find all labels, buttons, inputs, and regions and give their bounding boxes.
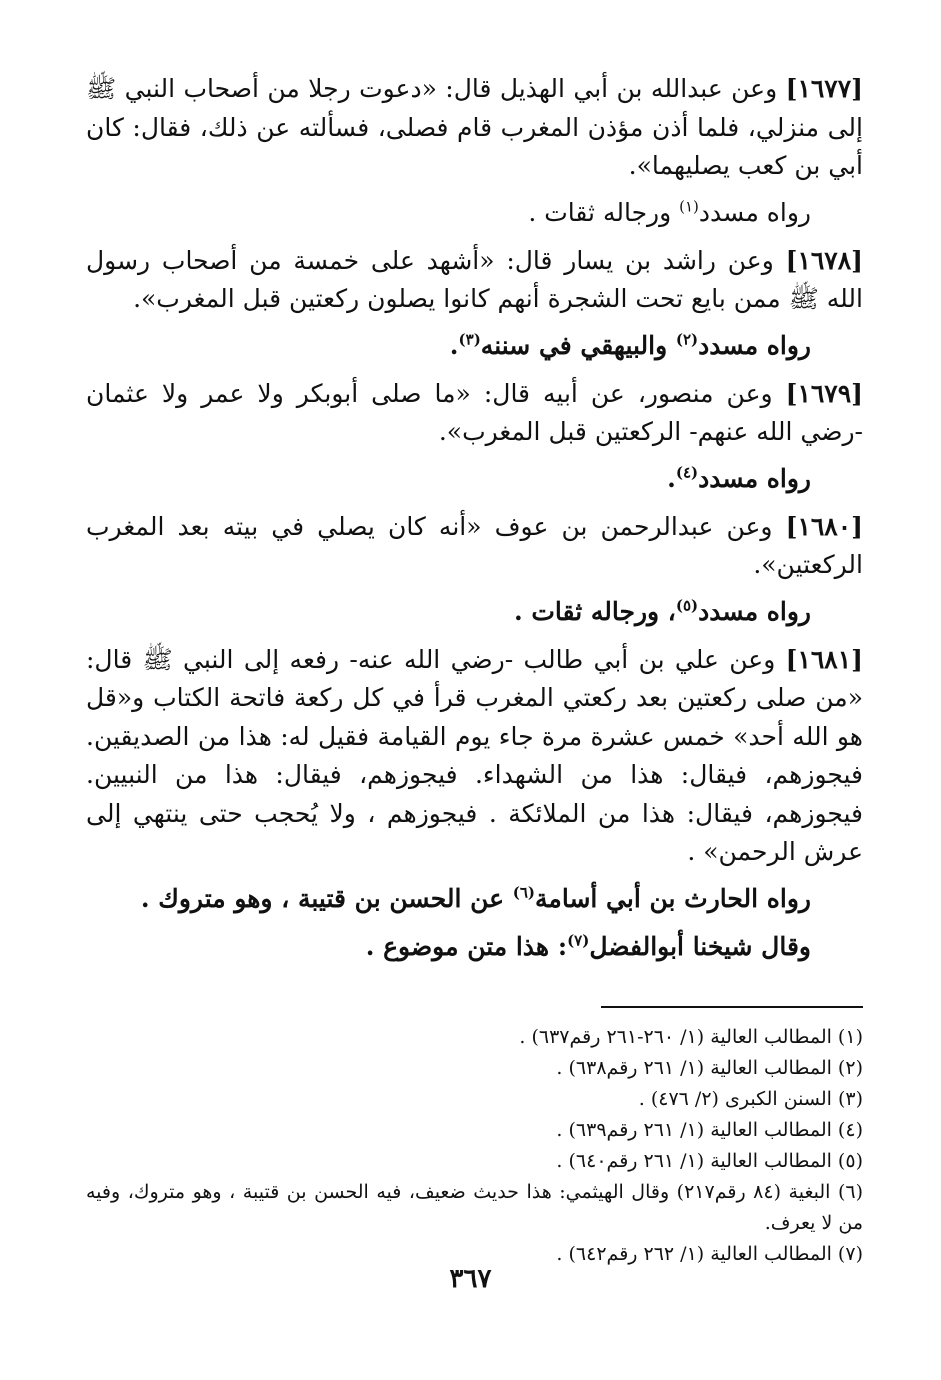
footnote-3: (٣) السنن الكبرى (٢/ ٤٧٦) . <box>638 1087 863 1110</box>
footnote-ref-7[interactable]: (٧) <box>567 931 590 950</box>
footnote-separator <box>601 1006 863 1008</box>
hadith-number: [١٦٧٩] <box>785 378 863 408</box>
hadith-1681 <box>86 641 863 872</box>
footnote-ref-1[interactable]: (١) <box>679 197 699 216</box>
hadith-1681-comment: وقال شيخنا أبوالفضل$^{(٧)}$: هذا متن موضوع . <box>365 931 811 961</box>
footnote-ref-3[interactable]: (٣) <box>458 330 481 349</box>
hadith-1679 <box>86 375 863 452</box>
hadith-1679-source: رواه مسدد$^{(٤)}$. <box>667 463 811 493</box>
footnote-1: (١) المطالب العالية (١/ ٢٦٠-٢٦١ رقم٦٣٧) . <box>519 1025 863 1048</box>
hadith-1677-source: رواه مسدد$^{(١)}$ ورجاله ثقات . <box>528 197 811 227</box>
hadith-1680-source: رواه مسدد$^{(٥)}$، ورجاله ثقات . <box>513 596 811 626</box>
hadith-text: وعن عبدالرحمن بن عوف «أنه كان يصلي في بيته بعد المغرب الركعتين». <box>86 511 863 579</box>
hadith-number: [١٦٨١] <box>785 644 863 674</box>
hadith-text: وعن علي بن أبي طالب -رضي الله عنه- رفعه إلى النبي ﷺ قال: «من صلى ركعتين بعد ركعتي المغرب قرأ في كل ركعة فاتحة الكتاب و«قل هو الله أحد» خمس عشرة مرة جاء يوم القيامة فقيل له: هذا من الصديقين. فيجوزهم، فيقال: هذا من الشهداء. فيجوزهم، فيقال: هذا من النبيين. فيجوزهم، فيقال: هذا من الملائكة . فيجوزهم ، ولا يُحجب حتى ينتهي إلى عرش الرحمن» . <box>86 644 863 866</box>
footnote-5: (٥) المطالب العالية (١/ ٢٦١ رقم٦٤٠) . <box>556 1149 863 1172</box>
hadith-1681-source: رواه الحارث بن أبي أسامة$^{(٦)}$ عن الحسن بن قتيبة ، وهو متروك . <box>140 883 811 913</box>
footnote-7: (٧) المطالب العالية (١/ ٢٦٢ رقم٦٤٢) . <box>556 1242 863 1265</box>
hadith-text: وعن منصور، عن أبيه قال: «ما صلى أبوبكر ولا عمر ولا عثمان -رضي الله عنهم- الركعتين قبل المغرب». <box>86 378 863 446</box>
hadith-1678-source: رواه مسدد$^{(٢)}$ والبيهقي في سننه$^{(٣)}$. <box>449 330 811 360</box>
hadith-number: [١٦٧٧] <box>785 74 863 103</box>
footnote-ref-4[interactable]: (٤) <box>675 463 699 482</box>
hadith-1680 <box>86 508 863 585</box>
footnote-separator-wrap <box>86 976 863 1022</box>
hadith-1677 <box>86 70 863 186</box>
hadith-text: وعن راشد بن يسار قال: «أشهد على خمسة من أصحاب رسول الله ﷺ ممن بايع تحت الشجرة أنهم كانوا يصلون ركعتين قبل المغرب». <box>86 245 863 313</box>
footnote-ref-5[interactable]: (٥) <box>675 596 699 615</box>
footnotes <box>86 1022 863 1270</box>
hadith-text: وعن عبدالله بن أبي الهذيل قال: «دعوت رجلا من أصحاب النبي ﷺ إلى منزلي، فلما أذن مؤذن المغرب قام فصلى، فسألته عن ذلك، فقال: كان أبي بن كعب يصليهما». <box>86 74 863 180</box>
hadith-1678 <box>86 242 863 319</box>
footnote-ref-6[interactable]: (٦) <box>512 883 536 902</box>
footnote-4: (٤) المطالب العالية (١/ ٢٦١ رقم٦٣٩) . <box>556 1118 863 1141</box>
hadith-number: [١٦٧٨] <box>785 245 863 275</box>
footnote-ref-2[interactable]: (٢) <box>675 330 699 349</box>
hadith-number: [١٦٨٠] <box>785 511 863 541</box>
page-number: ٣٦٧ <box>449 1264 492 1294</box>
footnote-6: (٦) البغية (٨٤ رقم٢١٧) وقال الهيثمي: هذا حديث ضعيف، فيه الحسن بن قتيبة ، وهو متروك، وفيه من لا يعرف. <box>86 1180 863 1234</box>
footnote-2: (٢) المطالب العالية (١/ ٢٦١ رقم٦٣٨) . <box>556 1056 863 1079</box>
